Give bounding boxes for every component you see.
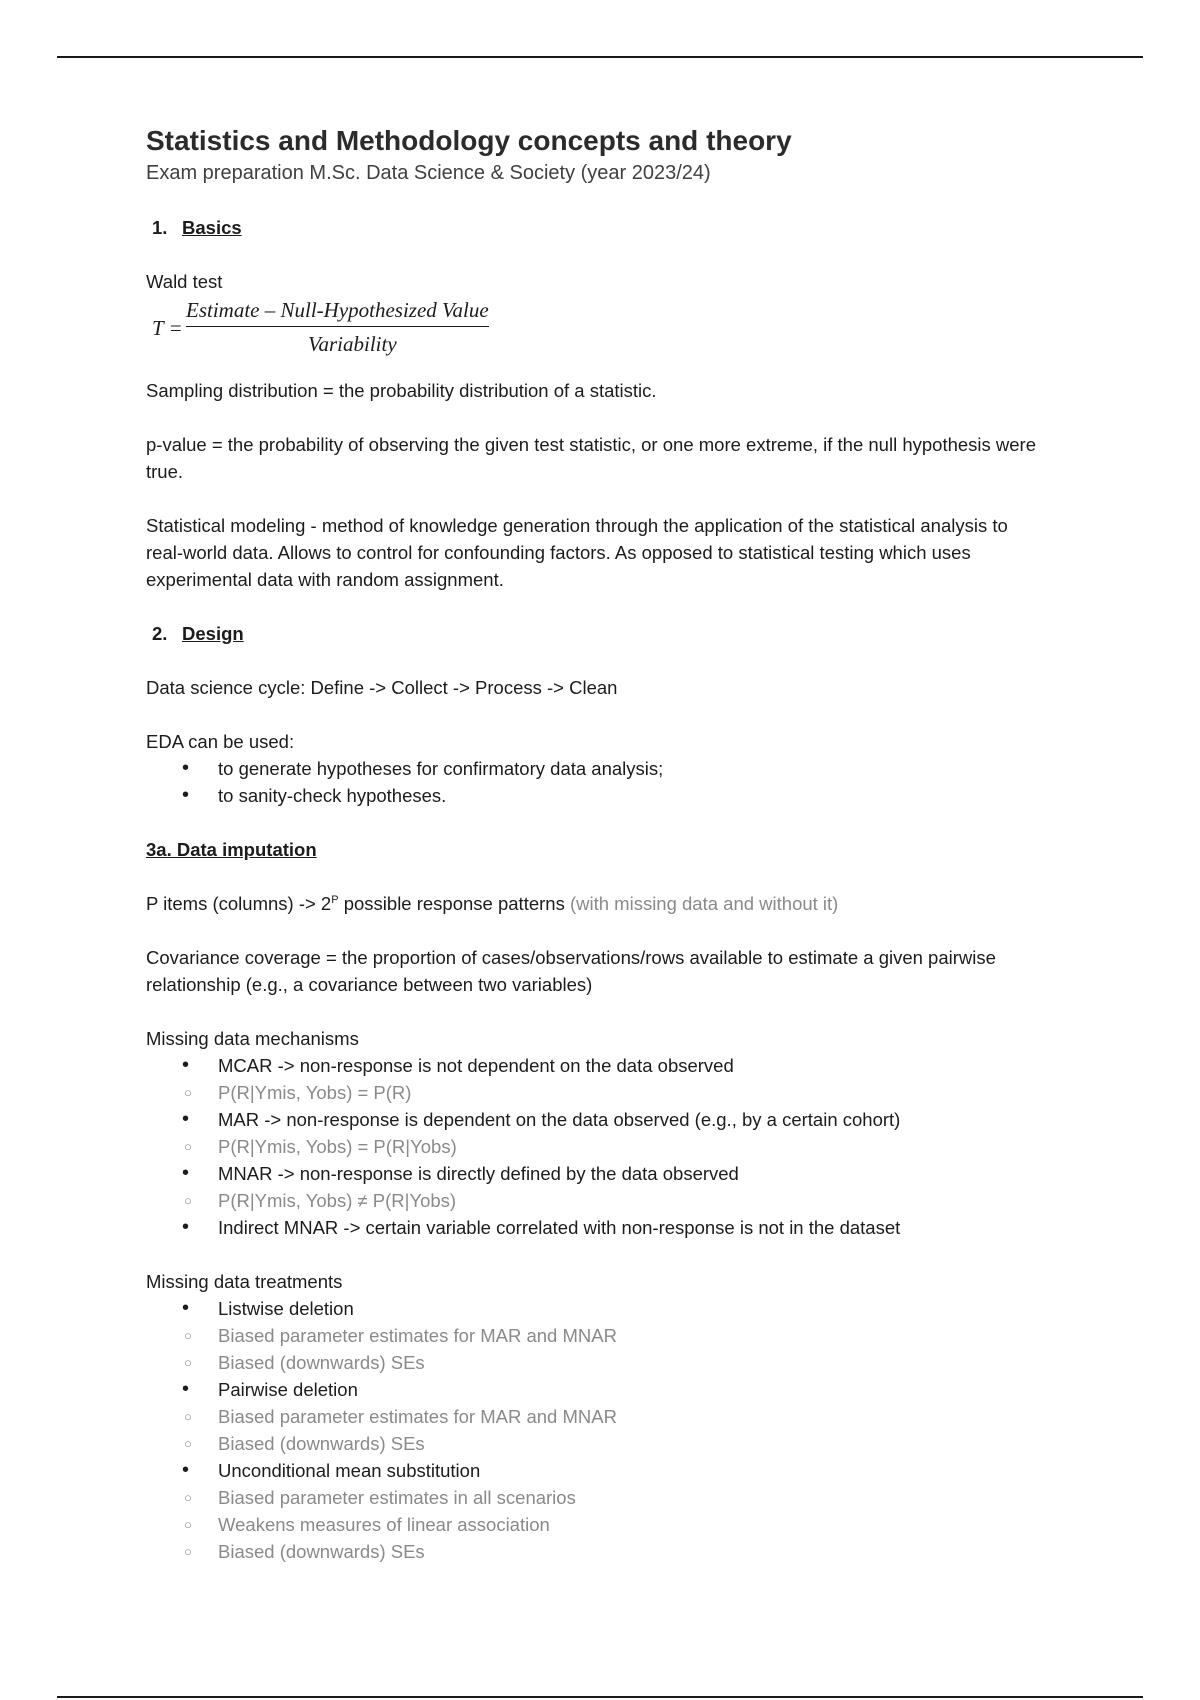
sub-list-item: ○ P(R|Ymis, Yobs) = P(R) xyxy=(146,1079,1046,1106)
sub-list-item: ○ Biased parameter estimates in all scenarios xyxy=(146,1484,1046,1511)
list-item xyxy=(146,1214,1046,1241)
patterns-text-post: possible response patterns xyxy=(338,893,570,914)
document-body xyxy=(146,124,1046,1565)
sampling-distribution-definition: Sampling distribution = the probability distribution of a statistic. xyxy=(146,380,657,401)
eda-intro: EDA can be used: xyxy=(146,731,295,752)
statistical-modeling-definition: Statistical modeling - method of knowledge generation through the application of the statistical analysis to real-world data. Allows to control for confounding factors. As opposed to statistical testing which uses experimental data with random assignment. xyxy=(146,515,1008,590)
covariance-coverage-definition: Covariance coverage = the proportion of cases/observations/rows available to estimate a given pairwise relationship (e.g., a covariance between two variables) xyxy=(146,947,996,995)
wald-test-label: Wald test xyxy=(146,271,223,292)
list-item xyxy=(146,1295,1046,1376)
formula-lhs: T = xyxy=(152,316,183,340)
sub-list xyxy=(146,1403,1046,1457)
list-item: • to sanity-check hypotheses. xyxy=(146,782,1046,809)
formula-numerator: Estimate – Null-Hypothesized Value xyxy=(186,297,489,327)
section-heading-design xyxy=(146,620,1046,647)
document-title: Statistics and Methodology concepts and theory xyxy=(146,125,792,156)
mechanisms-list xyxy=(146,1052,1046,1241)
section-label: Design xyxy=(182,623,244,644)
list-item-text: MAR -> non-response is dependent on the data observed (e.g., by a certain cohort) xyxy=(218,1109,901,1130)
sub-list xyxy=(146,1484,1046,1565)
list-item xyxy=(146,1376,1046,1457)
sub-list xyxy=(146,1322,1046,1376)
list-item xyxy=(146,1457,1046,1565)
section-number: 2. xyxy=(152,623,168,644)
patterns-exponent: P xyxy=(331,893,339,906)
list-item xyxy=(146,1052,1046,1106)
section-heading-basics xyxy=(146,214,1046,241)
bottom-rule xyxy=(57,1696,1143,1698)
sub-list xyxy=(146,1133,1046,1160)
section-heading-data-imputation xyxy=(146,836,1046,863)
mechanisms-title: Missing data mechanisms xyxy=(146,1028,359,1049)
sub-list-item: ○ Weakens measures of linear association xyxy=(146,1511,1046,1538)
wald-formula xyxy=(146,297,1046,365)
list-item-text: MCAR -> non-response is not dependent on the data observed xyxy=(218,1055,734,1076)
top-rule xyxy=(57,56,1143,58)
sub-list-item: ○ Biased (downwards) SEs xyxy=(146,1349,1046,1376)
patterns-text: P items (columns) -> 2 xyxy=(146,893,332,914)
list-item: • to generate hypotheses for confirmatory data analysis; xyxy=(146,755,1046,782)
list-item-text: Indirect MNAR -> certain variable correlated with non-response is not in the dataset xyxy=(218,1217,901,1238)
sub-list-item: ○ P(R|Ymis, Yobs) = P(R|Yobs) xyxy=(146,1133,1046,1160)
document-subtitle: Exam preparation M.Sc. Data Science & Society (year 2023/24) xyxy=(146,162,711,184)
section-label: 3a. Data imputation xyxy=(146,839,317,860)
sub-list-item: ○ Biased (downwards) SEs xyxy=(146,1430,1046,1457)
list-item-text: Unconditional mean substitution xyxy=(218,1460,481,1481)
list-item xyxy=(146,1160,1046,1214)
list-item-text: Listwise deletion xyxy=(218,1298,354,1319)
data-science-cycle: Data science cycle: Define -> Collect -> Process -> Clean xyxy=(146,677,618,698)
section-label: Basics xyxy=(182,217,242,238)
sub-list xyxy=(146,1079,1046,1106)
treatments-title: Missing data treatments xyxy=(146,1271,343,1292)
sub-list-item: ○ P(R|Ymis, Yobs) ≠ P(R|Yobs) xyxy=(146,1187,1046,1214)
list-item-text: MNAR -> non-response is directly defined by the data observed xyxy=(218,1163,739,1184)
response-patterns xyxy=(146,890,1046,917)
sub-list-item: ○ Biased (downwards) SEs xyxy=(146,1538,1046,1565)
treatments-list xyxy=(146,1295,1046,1565)
patterns-note: (with missing data and without it) xyxy=(569,893,839,914)
sub-list xyxy=(146,1187,1046,1214)
list-item-text: Pairwise deletion xyxy=(218,1379,358,1400)
sub-list-item: ○ Biased parameter estimates for MAR and MNAR xyxy=(146,1403,1046,1430)
section-number: 1. xyxy=(152,217,168,238)
eda-list xyxy=(146,755,1046,809)
list-item xyxy=(146,1106,1046,1160)
p-value-definition: p-value = the probability of observing the given test statistic, or one more extreme, if the null hypothesis were true. xyxy=(146,434,1037,482)
sub-list-item: ○ Biased parameter estimates for MAR and MNAR xyxy=(146,1322,1046,1349)
formula-denominator: Variability xyxy=(308,332,397,356)
